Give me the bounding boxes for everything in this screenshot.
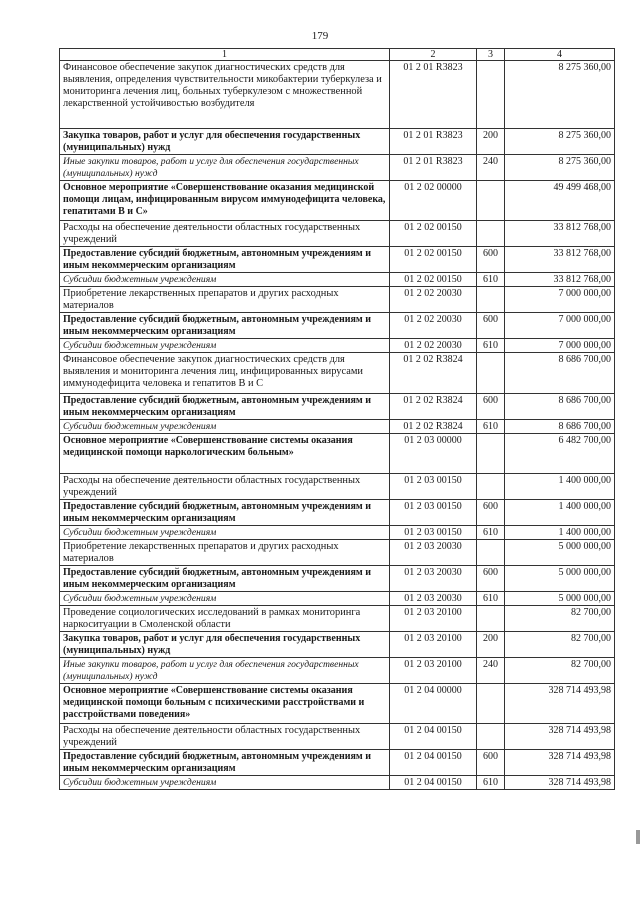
row-name-cell: Предоставление субсидий бюджетным, автономным учреждениям и иным некоммерческим организациям [60, 394, 390, 420]
table-row [60, 61, 615, 129]
table-row [60, 526, 615, 540]
row-name-cell: Предоставление субсидий бюджетным, автономным учреждениям и иным некоммерческим организациям [60, 500, 390, 526]
row-amount-cell: 328 714 493,98 [505, 750, 615, 776]
row-amount-cell: 8 275 360,00 [505, 61, 615, 129]
table-row [60, 566, 615, 592]
row-name-cell: Финансовое обеспечение закупок диагностических средств для выявления и мониторинга лечения лиц, инфицированных вирусами иммунодефицита человека и гепатитов В и С [60, 353, 390, 394]
row-code-cell: 01 2 03 20030 [390, 540, 477, 566]
table-row [60, 658, 615, 684]
row-amount-cell: 5 000 000,00 [505, 540, 615, 566]
row-amount-cell: 8 686 700,00 [505, 394, 615, 420]
table-row [60, 247, 615, 273]
row-amount-cell: 82 700,00 [505, 658, 615, 684]
row-code-cell: 01 2 01 R3823 [390, 61, 477, 129]
row-code-cell: 01 2 04 00150 [390, 724, 477, 750]
row-type-cell [477, 287, 505, 313]
row-amount-cell: 328 714 493,98 [505, 776, 615, 790]
header-col-3: 3 [477, 49, 505, 61]
row-name-cell: Иные закупки товаров, работ и услуг для обеспечения государственных (муниципальных) нужд [60, 658, 390, 684]
row-amount-cell: 33 812 768,00 [505, 273, 615, 287]
table-row [60, 474, 615, 500]
row-type-cell [477, 540, 505, 566]
header-col-2: 2 [390, 49, 477, 61]
row-type-cell: 600 [477, 247, 505, 273]
table-body [60, 61, 615, 790]
row-name-cell: Иные закупки товаров, работ и услуг для обеспечения государственных (муниципальных) нужд [60, 155, 390, 181]
table-row [60, 287, 615, 313]
row-code-cell: 01 2 03 00150 [390, 526, 477, 540]
row-code-cell: 01 2 04 00150 [390, 750, 477, 776]
row-amount-cell: 5 000 000,00 [505, 592, 615, 606]
row-name-cell: Закупка товаров, работ и услуг для обеспечения государственных (муниципальных) нужд [60, 632, 390, 658]
row-amount-cell: 328 714 493,98 [505, 724, 615, 750]
row-amount-cell: 1 400 000,00 [505, 474, 615, 500]
row-code-cell: 01 2 02 00150 [390, 221, 477, 247]
row-type-cell: 240 [477, 658, 505, 684]
row-type-cell: 610 [477, 526, 505, 540]
row-type-cell: 600 [477, 313, 505, 339]
row-code-cell: 01 2 01 R3823 [390, 129, 477, 155]
row-amount-cell: 328 714 493,98 [505, 684, 615, 724]
row-name-cell: Предоставление субсидий бюджетным, автономным учреждениям и иным некоммерческим организациям [60, 247, 390, 273]
table-row [60, 181, 615, 221]
row-amount-cell: 8 686 700,00 [505, 353, 615, 394]
table-row [60, 273, 615, 287]
row-amount-cell: 82 700,00 [505, 606, 615, 632]
table-row [60, 353, 615, 394]
row-type-cell [477, 606, 505, 632]
row-name-cell: Приобретение лекарственных препаратов и других расходных материалов [60, 287, 390, 313]
row-type-cell: 610 [477, 273, 505, 287]
row-code-cell: 01 2 02 20030 [390, 339, 477, 353]
row-type-cell: 600 [477, 500, 505, 526]
row-amount-cell: 8 275 360,00 [505, 155, 615, 181]
table-row [60, 434, 615, 474]
table-row [60, 500, 615, 526]
row-code-cell: 01 2 02 R3824 [390, 394, 477, 420]
table-row [60, 540, 615, 566]
budget-table [59, 48, 615, 790]
row-amount-cell: 33 812 768,00 [505, 221, 615, 247]
table-row [60, 420, 615, 434]
row-name-cell: Предоставление субсидий бюджетным, автономным учреждениям и иным некоммерческим организациям [60, 313, 390, 339]
row-code-cell: 01 2 03 00000 [390, 434, 477, 474]
row-name-cell: Проведение социологических исследований в рамках мониторинга наркоситуации в Смоленской области [60, 606, 390, 632]
row-name-cell: Основное мероприятие «Совершенствование системы оказания медицинской помощи больным с психическими расстройствами и расстройствами поведения» [60, 684, 390, 724]
row-amount-cell: 8 686 700,00 [505, 420, 615, 434]
row-code-cell: 01 2 03 20100 [390, 606, 477, 632]
row-type-cell: 200 [477, 129, 505, 155]
row-name-cell: Субсидии бюджетным учреждениям [60, 420, 390, 434]
row-code-cell: 01 2 04 00150 [390, 776, 477, 790]
row-name-cell: Основное мероприятие «Совершенствование оказания медицинской помощи лицам, инфицированным вирусом иммунодефицита человека, гепатитами В и С» [60, 181, 390, 221]
row-code-cell: 01 2 02 00150 [390, 247, 477, 273]
row-name-cell: Субсидии бюджетным учреждениям [60, 526, 390, 540]
row-amount-cell: 1 400 000,00 [505, 500, 615, 526]
row-name-cell: Финансовое обеспечение закупок диагностических средств для выявления, определения чувствительности микобактерии туберкулеза и мониторинга лечения лиц, больных туберкулезом с множественной лекарственной устойчивостью возбудителя [60, 61, 390, 129]
row-amount-cell: 8 275 360,00 [505, 129, 615, 155]
row-type-cell [477, 434, 505, 474]
row-name-cell: Субсидии бюджетным учреждениям [60, 776, 390, 790]
row-type-cell: 610 [477, 339, 505, 353]
row-amount-cell: 33 812 768,00 [505, 247, 615, 273]
row-name-cell: Субсидии бюджетным учреждениям [60, 273, 390, 287]
row-code-cell: 01 2 03 00150 [390, 474, 477, 500]
header-col-4: 4 [505, 49, 615, 61]
row-type-cell [477, 474, 505, 500]
row-type-cell: 200 [477, 632, 505, 658]
row-type-cell [477, 221, 505, 247]
row-name-cell: Субсидии бюджетным учреждениям [60, 339, 390, 353]
table-row [60, 684, 615, 724]
row-type-cell: 600 [477, 750, 505, 776]
row-code-cell: 01 2 04 00000 [390, 684, 477, 724]
row-code-cell: 01 2 03 00150 [390, 500, 477, 526]
row-name-cell: Расходы на обеспечение деятельности областных государственных учреждений [60, 221, 390, 247]
row-name-cell: Основное мероприятие «Совершенствование системы оказания медицинской помощи наркологическим больным» [60, 434, 390, 474]
row-code-cell: 01 2 02 00150 [390, 273, 477, 287]
table-row [60, 129, 615, 155]
row-code-cell: 01 2 02 20030 [390, 313, 477, 339]
table-row [60, 750, 615, 776]
row-name-cell: Субсидии бюджетным учреждениям [60, 592, 390, 606]
row-code-cell: 01 2 02 R3824 [390, 353, 477, 394]
row-type-cell: 600 [477, 394, 505, 420]
row-type-cell: 610 [477, 420, 505, 434]
row-amount-cell: 1 400 000,00 [505, 526, 615, 540]
table-row [60, 632, 615, 658]
table-row [60, 606, 615, 632]
row-code-cell: 01 2 03 20100 [390, 658, 477, 684]
page-edge-mark [636, 830, 640, 844]
header-col-1: 1 [60, 49, 390, 61]
row-amount-cell: 7 000 000,00 [505, 287, 615, 313]
table-row [60, 776, 615, 790]
row-name-cell: Закупка товаров, работ и услуг для обеспечения государственных (муниципальных) нужд [60, 129, 390, 155]
row-code-cell: 01 2 02 R3824 [390, 420, 477, 434]
row-code-cell: 01 2 01 R3823 [390, 155, 477, 181]
table-row [60, 339, 615, 353]
table-header-row [60, 49, 615, 61]
row-type-cell: 610 [477, 592, 505, 606]
row-name-cell: Приобретение лекарственных препаратов и других расходных материалов [60, 540, 390, 566]
row-type-cell: 240 [477, 155, 505, 181]
row-type-cell [477, 684, 505, 724]
row-code-cell: 01 2 03 20030 [390, 592, 477, 606]
row-name-cell: Предоставление субсидий бюджетным, автономным учреждениям и иным некоммерческим организациям [60, 750, 390, 776]
row-amount-cell: 6 482 700,00 [505, 434, 615, 474]
table-row [60, 394, 615, 420]
row-amount-cell: 49 499 468,00 [505, 181, 615, 221]
row-code-cell: 01 2 02 00000 [390, 181, 477, 221]
row-code-cell: 01 2 03 20030 [390, 566, 477, 592]
row-code-cell: 01 2 02 20030 [390, 287, 477, 313]
table-row [60, 155, 615, 181]
row-name-cell: Предоставление субсидий бюджетным, автономным учреждениям и иным некоммерческим организациям [60, 566, 390, 592]
row-type-cell [477, 353, 505, 394]
row-amount-cell: 5 000 000,00 [505, 566, 615, 592]
row-amount-cell: 7 000 000,00 [505, 313, 615, 339]
table-row [60, 221, 615, 247]
table-row [60, 724, 615, 750]
row-type-cell [477, 724, 505, 750]
row-type-cell: 600 [477, 566, 505, 592]
row-amount-cell: 7 000 000,00 [505, 339, 615, 353]
row-type-cell [477, 181, 505, 221]
table-row [60, 313, 615, 339]
row-name-cell: Расходы на обеспечение деятельности областных государственных учреждений [60, 724, 390, 750]
table-row [60, 592, 615, 606]
row-type-cell [477, 61, 505, 129]
row-amount-cell: 82 700,00 [505, 632, 615, 658]
row-type-cell: 610 [477, 776, 505, 790]
row-name-cell: Расходы на обеспечение деятельности областных государственных учреждений [60, 474, 390, 500]
page-number: 179 [311, 30, 329, 42]
row-code-cell: 01 2 03 20100 [390, 632, 477, 658]
